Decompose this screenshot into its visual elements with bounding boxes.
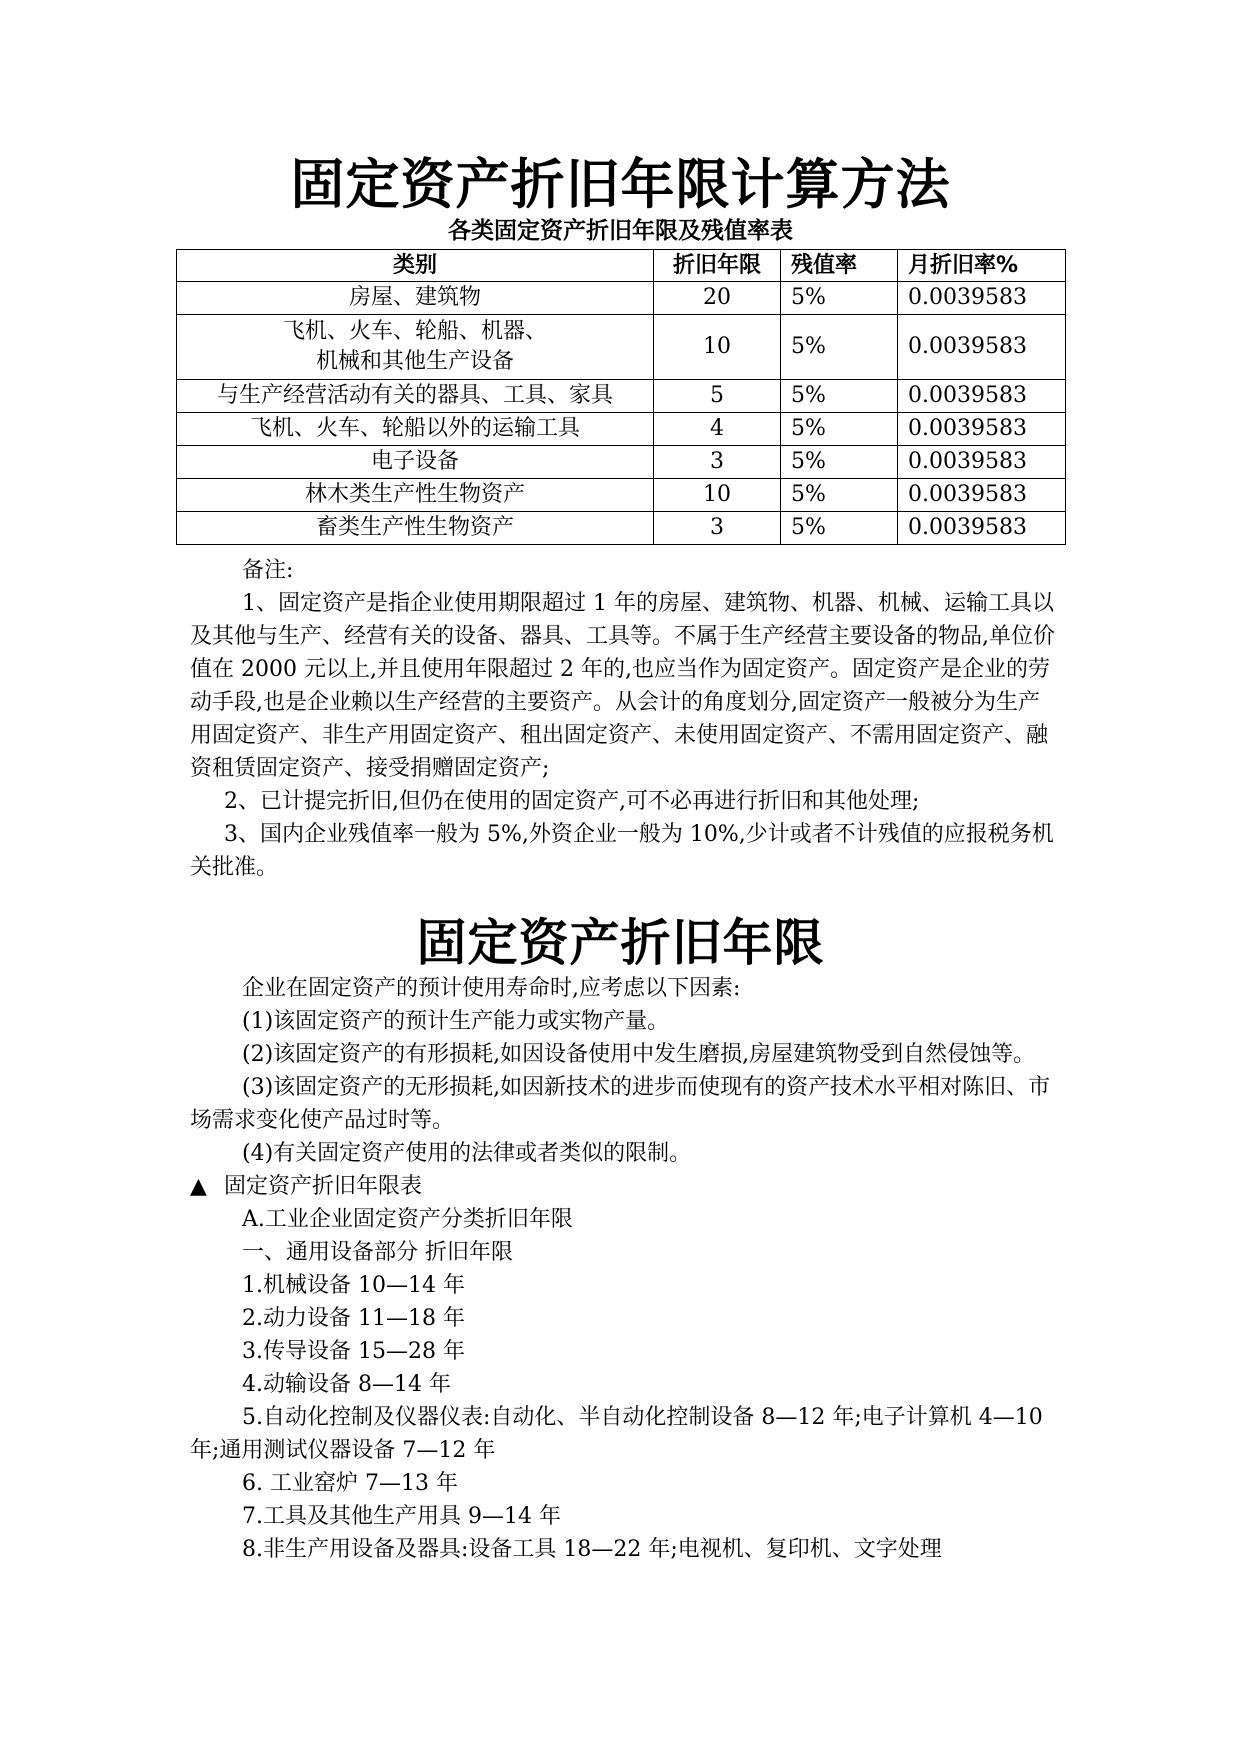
cell-category: 畜类生产性生物资产	[177, 512, 654, 545]
table-row	[177, 479, 1066, 512]
depreciation-rate-table	[176, 249, 1066, 545]
bullet-line	[190, 1170, 1060, 1203]
factor-item: (3)该固定资产的无形损耗,如因新技术的进步而使现有的资产技术水平相对陈旧、市场需求变化使产品过时等。	[190, 1075, 1051, 1133]
list-item: 6. 工业窑炉 7—13 年	[242, 1471, 458, 1496]
table-row	[177, 446, 1066, 479]
cell-monthly-rate: 0.0039583	[898, 315, 1066, 380]
cell-monthly-rate: 0.0039583	[898, 380, 1066, 413]
cell-years: 5	[654, 380, 781, 413]
cell-category-line2: 机械和其他生产设备	[315, 349, 514, 374]
cell-category: 房屋、建筑物	[177, 282, 654, 315]
note-item: 1、固定资产是指企业使用期限超过 1 年的房屋、建筑物、机器、机械、运输工具以及其他与生产、经营有关的设备、器具、工具等。不属于生产经营主要设备的物品,单位价值在 2000 元以上,并且使用年限超过 2 年的,也应当作为固定资产。固定资产是企业的劳动手段,也是企业赖以生产经营的主要资产。从会计的角度划分,固定资产一般被分为生产用固定资产、非生产用固定资产、租出固定资产、未使用固定资产、不需用固定资产、融资租赁固定资产、接受捐赠固定资产;	[190, 591, 1055, 781]
table-title: 各类固定资产折旧年限及残值率表	[448, 218, 793, 244]
cell-residual: 5%	[781, 282, 898, 315]
note-item: 2、已计提完折旧,但仍在使用的固定资产,可不必再进行折旧和其他处理;	[224, 789, 920, 814]
cell-monthly-rate: 0.0039583	[898, 413, 1066, 446]
list-item: 4.动输设备 8—14 年	[242, 1372, 451, 1397]
factor-item: (2)该固定资产的有形损耗,如因设备使用中发生磨损,房屋建筑物受到自然侵蚀等。	[242, 1042, 1036, 1067]
table-row	[177, 380, 1066, 413]
table-row	[177, 282, 1066, 315]
notes-section	[190, 554, 1060, 884]
cell-category	[177, 315, 654, 380]
cell-category: 林木类生产性生物资产	[177, 479, 654, 512]
subheading-a: A.工业企业固定资产分类折旧年限	[242, 1207, 573, 1232]
cell-years: 10	[654, 315, 781, 380]
list-item: 7.工具及其他生产用具 9—14 年	[242, 1504, 561, 1529]
table-row	[177, 315, 1066, 380]
cell-residual: 5%	[781, 413, 898, 446]
cell-monthly-rate: 0.0039583	[898, 479, 1066, 512]
list-item: 2.动力设备 11—18 年	[242, 1306, 465, 1331]
section-heading: 固定资产折旧年限	[416, 914, 825, 972]
factor-item: (4)有关固定资产使用的法律或者类似的限制。	[242, 1141, 692, 1166]
cell-residual: 5%	[781, 446, 898, 479]
cell-residual: 5%	[781, 512, 898, 545]
table-header-row	[177, 250, 1066, 282]
factor-item: (1)该固定资产的预计生产能力或实物产量。	[242, 1009, 670, 1034]
header-category: 类别	[177, 250, 654, 282]
header-years: 折旧年限	[654, 250, 781, 282]
cell-years: 4	[654, 413, 781, 446]
cell-monthly-rate: 0.0039583	[898, 282, 1066, 315]
cell-category: 飞机、火车、轮船以外的运输工具	[177, 413, 654, 446]
table-row	[177, 413, 1066, 446]
section-body	[190, 972, 1060, 1566]
cell-category: 与生产经营活动有关的器具、工具、家具	[177, 380, 654, 413]
header-monthly-rate: 月折旧率%	[898, 250, 1066, 282]
cell-residual: 5%	[781, 315, 898, 380]
list-item: 5.自动化控制及仪器仪表:自动化、半自动化控制设备 8—12 年;电子计算机 4—10 年;通用测试仪器设备 7—12 年	[190, 1405, 1043, 1463]
page-title: 固定资产折旧年限计算方法	[290, 153, 951, 216]
cell-monthly-rate: 0.0039583	[898, 512, 1066, 545]
cell-residual: 5%	[781, 380, 898, 413]
cell-category: 电子设备	[177, 446, 654, 479]
table-row	[177, 512, 1066, 545]
notes-label: 备注:	[242, 558, 294, 583]
bullet-text: 固定资产折旧年限表	[224, 1174, 423, 1199]
subheading-general-equipment: 一、通用设备部分 折旧年限	[242, 1240, 513, 1265]
cell-monthly-rate: 0.0039583	[898, 446, 1066, 479]
header-residual: 残值率	[781, 250, 898, 282]
cell-years: 10	[654, 479, 781, 512]
cell-years: 20	[654, 282, 781, 315]
list-item: 8.非生产用设备及器具:设备工具 18—22 年;电视机、复印机、文字处理	[242, 1537, 942, 1562]
cell-years: 3	[654, 446, 781, 479]
note-item: 3、国内企业残值率一般为 5%,外资企业一般为 10%,少计或者不计残值的应报税务机关批准。	[190, 822, 1054, 880]
cell-category-line1: 飞机、火车、轮船、机器、	[282, 319, 547, 344]
triangle-bullet-icon: ▲	[190, 1174, 207, 1199]
list-item: 3.传导设备 15—28 年	[242, 1339, 465, 1364]
list-item: 1.机械设备 10—14 年	[242, 1273, 465, 1298]
cell-years: 3	[654, 512, 781, 545]
cell-residual: 5%	[781, 479, 898, 512]
section-intro: 企业在固定资产的预计使用寿命时,应考虑以下因素:	[242, 976, 741, 1001]
